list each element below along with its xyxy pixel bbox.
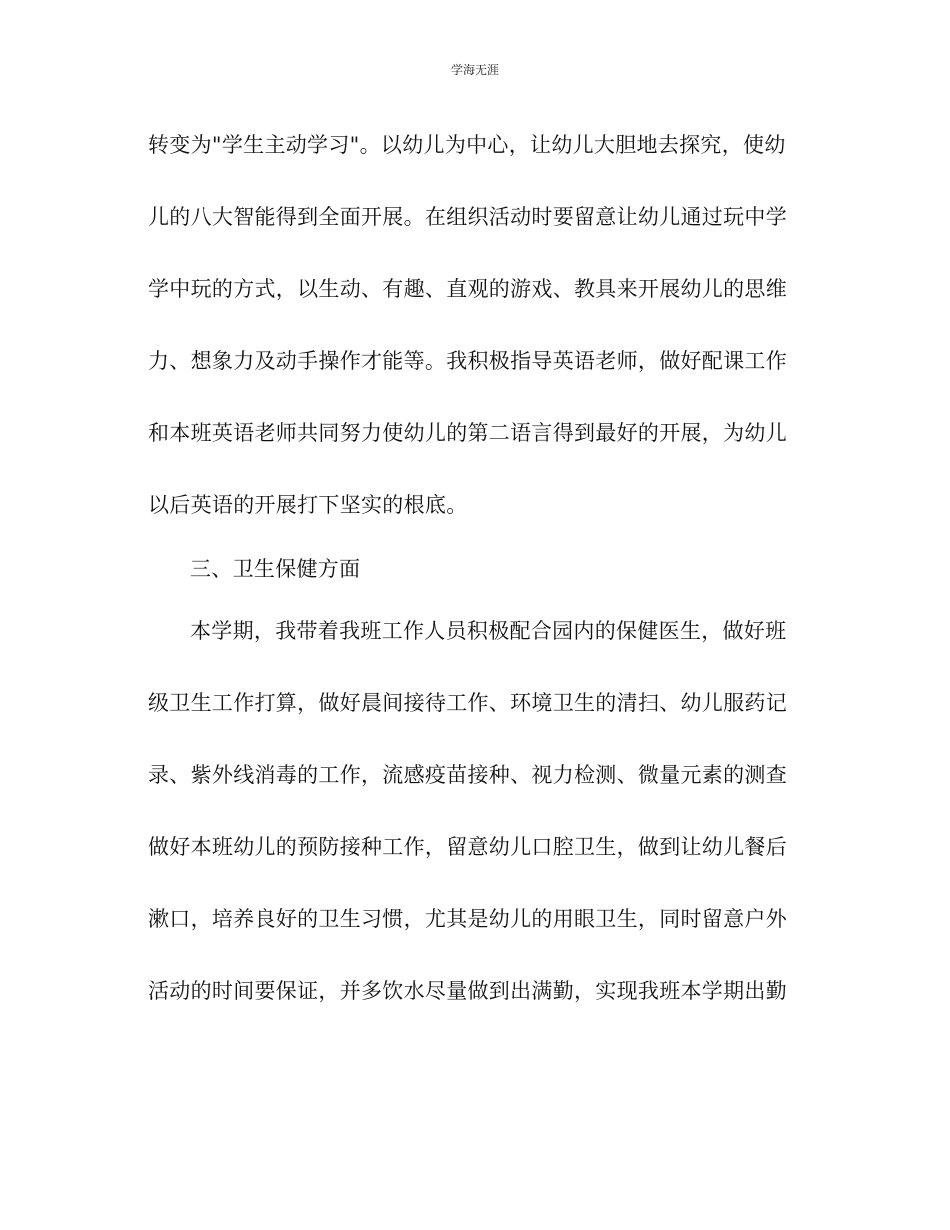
- body-line-2: 儿的八大智能得到全面开展。在组织活动时要留意让幼儿通过玩中学: [148, 205, 787, 229]
- body-line-4: 力、想象力及动手操作才能等。我积极指导英语老师，做好配课工作: [148, 349, 787, 373]
- body-line-6: 以后英语的开展打下坚实的根底。: [148, 493, 468, 517]
- body-line-8: 本学期，我带着我班工作人员积极配合园内的保健医生，做好班: [190, 619, 787, 643]
- body-line-9: 级卫生工作打算，做好晨间接待工作、环境卫生的清扫、幼儿服药记: [148, 691, 787, 715]
- body-line-3: 学中玩的方式，以生动、有趣、直观的游戏、教具来开展幼儿的思维: [148, 277, 787, 301]
- body-line-5: 和本班英语老师共同努力使幼儿的第二语言得到最好的开展，为幼儿: [148, 421, 787, 445]
- section-heading: 三、卫生保健方面: [190, 557, 361, 581]
- body-line-11: 做好本班幼儿的预防接种工作，留意幼儿口腔卫生，做到让幼儿餐后: [148, 835, 787, 859]
- page-header: 学海无涯: [450, 63, 499, 77]
- body-line-10: 录、紫外线消毒的工作，流感疫苗接种、视力检测、微量元素的测查: [148, 763, 787, 787]
- body-line-12: 漱口，培养良好的卫生习惯，尤其是幼儿的用眼卫生，同时留意户外: [148, 907, 787, 931]
- body-line-1: 转变为"学生主动学习"。以幼儿为中心，让幼儿大胆地去探究，使幼: [148, 133, 786, 157]
- body-line-13: 活动的时间要保证，并多饮水尽量做到出满勤，实现我班本学期出勤: [148, 979, 787, 1003]
